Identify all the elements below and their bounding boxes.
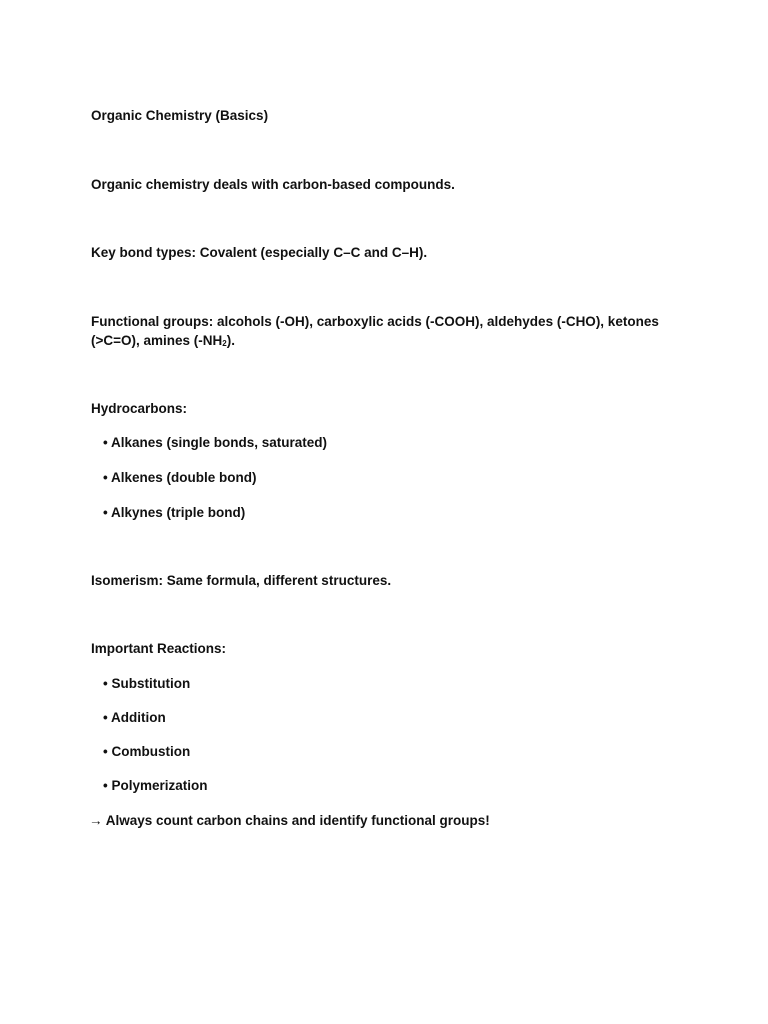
document-title: Organic Chemistry (Basics) <box>91 108 269 123</box>
functional-groups-line-2 <box>91 331 235 354</box>
list-item-alkynes: • Alkynes (triple bond) <box>103 505 246 520</box>
functional-groups-line-2-prefix: (>C=O), amines (-NH <box>91 333 223 348</box>
subscript-two: 2 <box>222 339 227 348</box>
closing-note: → Always count carbon chains and identify functional groups! <box>89 813 490 828</box>
list-item-substitution: • Substitution <box>103 676 191 691</box>
functional-groups-line-1: Functional groups: alcohols (-OH), carboxylic acids (-COOH), aldehydes (-CHO), ketones <box>91 314 659 329</box>
list-item-alkenes: • Alkenes (double bond) <box>103 470 257 485</box>
functional-groups-line-2-suffix: ). <box>226 333 235 348</box>
list-item-polymerization: • Polymerization <box>103 778 208 793</box>
list-item-combustion: • Combustion <box>103 744 191 759</box>
list-item-addition: • Addition <box>103 710 166 725</box>
hydrocarbons-heading: Hydrocarbons: <box>91 401 188 416</box>
isomerism-paragraph: Isomerism: Same formula, different structures. <box>91 573 392 588</box>
bond-types-paragraph: Key bond types: Covalent (especially C–C and C–H). <box>91 245 428 260</box>
intro-paragraph: Organic chemistry deals with carbon-based compounds. <box>91 177 455 192</box>
reactions-heading: Important Reactions: <box>91 641 227 656</box>
list-item-alkanes: • Alkanes (single bonds, saturated) <box>103 435 328 450</box>
